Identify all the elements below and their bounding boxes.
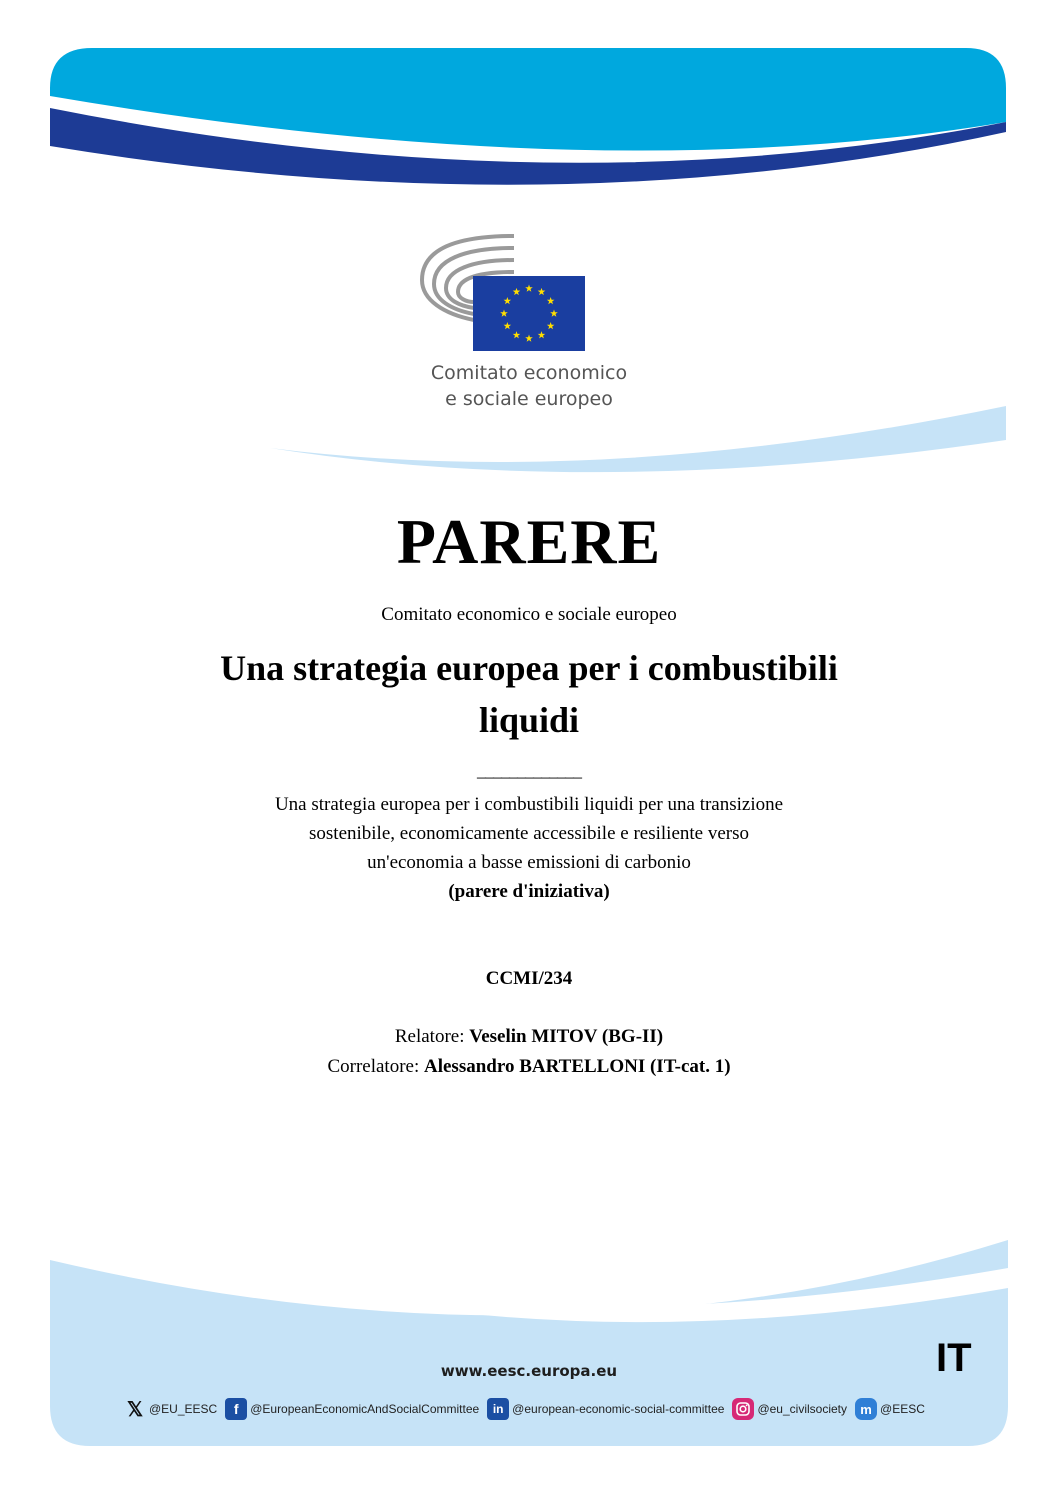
social-linkedin[interactable] [487,1398,724,1420]
social-x[interactable] [124,1398,217,1420]
corapporteur [0,1056,1058,1078]
social-handle: @european-economic-social-committee [512,1402,725,1416]
subtitle-line-2: sostenibile, economicamente accessibile e resiliente verso [309,823,749,844]
rapporteur-name: Veselin MITOV (BG-II) [469,1026,664,1047]
title-separator: _____________ [477,760,581,780]
title-line-1: Una strategia europea per i combustibili [220,648,838,688]
eu-flag-icon [473,276,585,351]
mastodon-icon: m [855,1398,877,1420]
document-type: PARERE [396,506,662,577]
document-title [0,642,1058,746]
website-link[interactable]: www.eesc.europa.eu [440,1362,618,1380]
language-code: IT [936,1336,972,1380]
rapporteur [0,1026,1058,1048]
subtitle-line-1: Una strategia europea per i combustibili liquidi per una transizione [274,794,784,815]
organisation-name-line2: e sociale europeo [445,388,613,410]
social-instagram[interactable] [732,1398,847,1420]
linkedin-icon: in [487,1398,509,1420]
social-handle: @eu_civilsociety [757,1402,848,1416]
subtitle-line-3: un'economia a basse emissioni di carbonio [367,852,691,873]
instagram-icon [732,1398,754,1420]
social-media-bar [124,1398,925,1420]
x-icon: 𝕏 [126,1398,144,1421]
corapporteur-name: Alessandro BARTELLONI (IT-cat. 1) [424,1056,731,1077]
rapporteur-label: Relatore: [394,1026,470,1047]
subtitle-note: (parere d'iniziativa) [448,881,610,902]
corapporteur-label: Correlatore: [327,1056,424,1077]
document-issuer: Comitato economico e sociale europeo [381,604,677,625]
document-subtitle [0,790,1058,906]
social-handle: @EU_EESC [149,1402,218,1416]
facebook-icon: f [225,1398,247,1420]
social-handle: @EuropeanEconomicAndSocialCommittee [250,1402,480,1416]
social-handle: @EESC [880,1402,925,1416]
social-mastodon[interactable] [855,1398,925,1420]
social-facebook[interactable] [225,1398,479,1420]
title-line-2: liquidi [478,700,580,740]
organisation-name-line1: Comitato economico [430,362,628,384]
document-reference: CCMI/234 [485,968,573,989]
